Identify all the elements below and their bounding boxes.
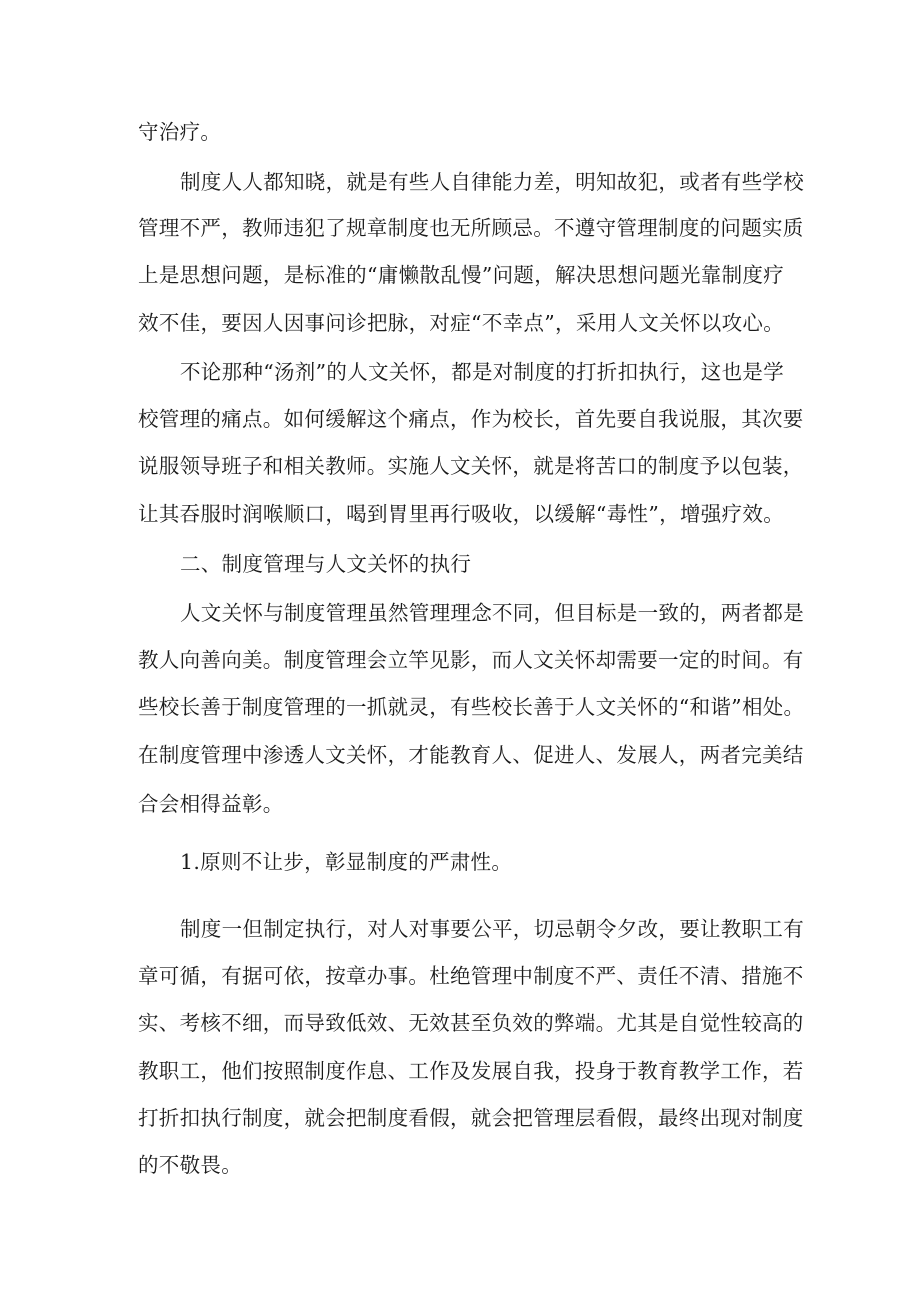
paragraph-line: 实、考核不细，而导致低效、无效甚至负效的弊端。尤其是自觉性较高的	[138, 1011, 804, 1035]
paragraph-line: 在制度管理中渗透人文关怀，才能教育人、促进人、发展人，两者完美结	[138, 743, 804, 767]
paragraph-line: 打折扣执行制度，就会把制度看假，就会把管理层看假，最终出现对制度	[138, 1106, 804, 1130]
paragraph-line: 上是思想问题，是标准的“庸懒散乱慢”问题，解决思想问题光靠制度疗	[138, 263, 784, 287]
paragraph-line: 些校长善于制度管理的一抓就灵，有些校长善于人文关怀的“和谐”相处。	[138, 695, 805, 719]
paragraph-line: 校管理的痛点。如何缓解这个痛点，作为校长，首先要自我说服，其次要	[138, 407, 804, 431]
paragraph-line: 章可循，有据可依，按章办事。杜绝管理中制度不严、责任不清、措施不	[138, 964, 804, 988]
section-heading: 二、制度管理与人文关怀的执行	[180, 552, 472, 576]
subsection-heading: 1.原则不让步，彰显制度的严肃性。	[180, 850, 513, 874]
paragraph-line: 说服领导班子和相关教师。实施人文关怀，就是将苦口的制度予以包装，	[138, 454, 804, 478]
paragraph-line: 合会相得益彰。	[138, 792, 284, 816]
paragraph-line: 效不佳，要因人因事问诊把脉，对症“不幸点”，采用人文关怀以攻心。	[138, 311, 784, 335]
paragraph-line: 制度一但制定执行，对人对事要公平，切忌朝令夕改，要让教职工有	[180, 917, 804, 941]
paragraph-line: 管理不严，教师违犯了规章制度也无所顾忌。不遵守管理制度的问题实质	[138, 216, 804, 240]
paragraph-line: 制度人人都知晓，就是有些人自律能力差，明知故犯，或者有些学校	[180, 170, 804, 194]
paragraph-line: 教人向善向美。制度管理会立竿见影，而人文关怀却需要一定的时间。有	[138, 648, 804, 672]
paragraph-line: 不论那种“汤剂”的人文关怀，都是对制度的打折扣执行，这也是学	[180, 360, 784, 384]
paragraph-line: 的不敬畏。	[138, 1153, 242, 1177]
paragraph-line: 让其吞服时润喉顺口，喝到胃里再行吸收，以缓解“毒性”，增强疗效。	[138, 502, 784, 526]
paragraph-line: 教职工，他们按照制度作息、工作及发展自我，投身于教育教学工作，若	[138, 1059, 804, 1083]
paragraph-line: 守治疗。	[138, 120, 222, 144]
paragraph-line: 人文关怀与制度管理虽然管理理念不同，但目标是一致的，两者都是	[180, 601, 804, 625]
